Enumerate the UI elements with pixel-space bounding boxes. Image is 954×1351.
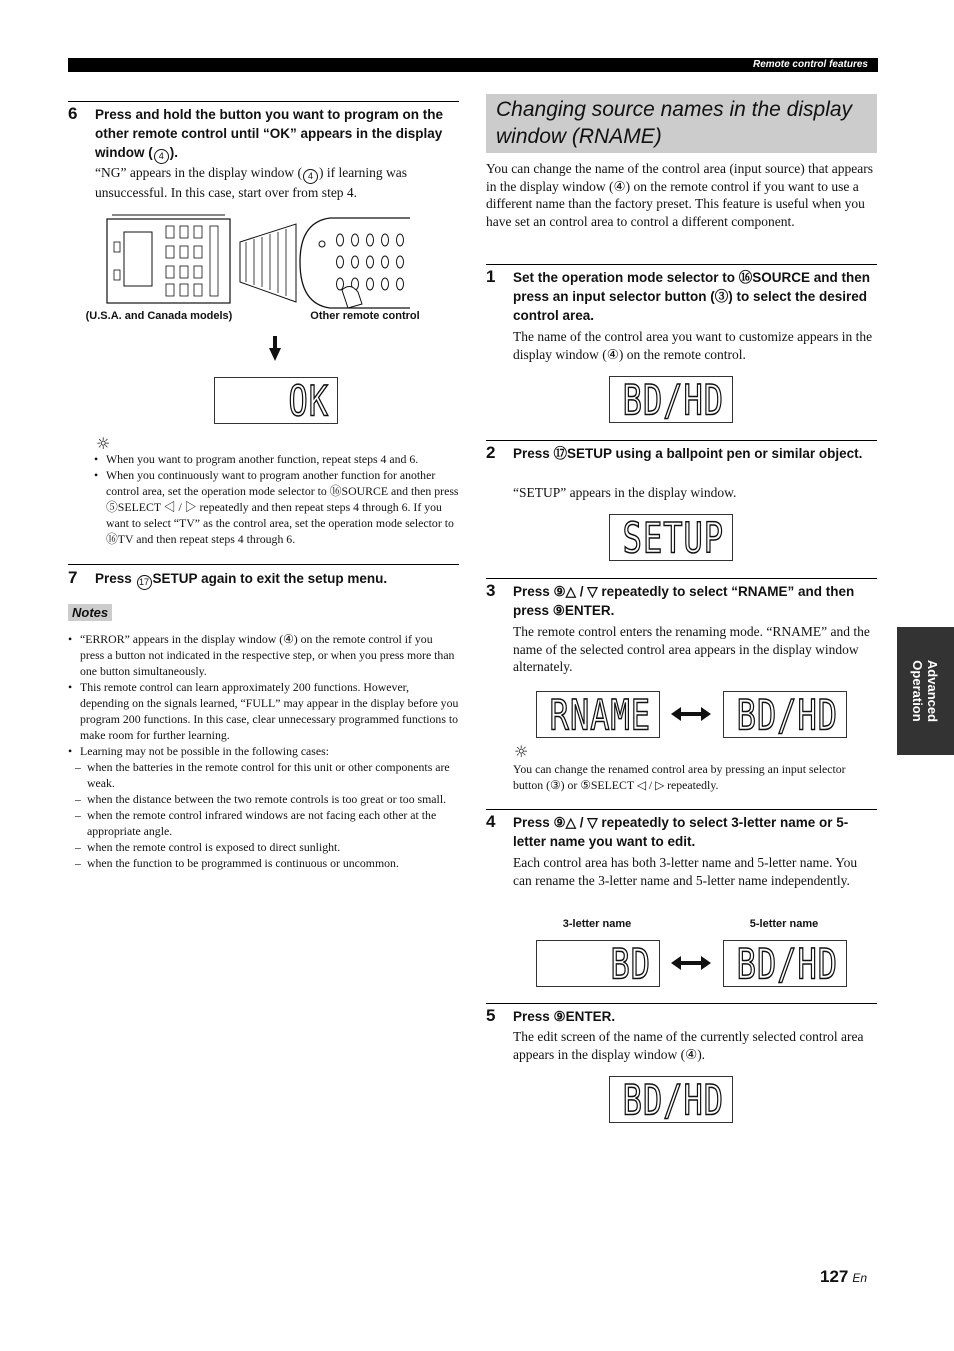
step-number: 6 bbox=[68, 104, 78, 123]
rule bbox=[486, 809, 877, 810]
step-body: The name of the control area you want to customize appears in the display window (④) on the remote control. bbox=[513, 329, 873, 362]
lcd-display: SETUP bbox=[609, 514, 733, 561]
step-body: “NG” appears in the display window ( 4 ) if learning was unsuccessful. In this case, start over from step 4. bbox=[95, 165, 408, 200]
page-number: 127 En bbox=[820, 1267, 868, 1286]
lcd-display: BD/HD bbox=[723, 940, 847, 987]
subnote-item: – when the batteries in the remote control for this unit or other components are weak. bbox=[75, 759, 459, 791]
step-number: 7 bbox=[68, 568, 78, 587]
caption-right: Other remote control bbox=[310, 310, 420, 322]
label-5-letter: 5-letter name bbox=[749, 918, 819, 930]
subnote-item: – when the distance between the two remote controls is too great or too small. bbox=[75, 791, 459, 807]
step-title: Set the operation mode selector to ⑯SOURCE and then press an input selector button (③) to select the desired control area. bbox=[513, 270, 871, 323]
step-title: Press ⑰SETUP using a ballpoint pen or similar object. bbox=[513, 446, 863, 461]
subnote-item: – when the function to be programmed is continuous or uncommon. bbox=[75, 855, 459, 871]
tip-item: • When you continuously want to program another function for another control area, set the operation mode selector to ⑯SOURCE and then press ⑤SELECT ◁ / ▷ repeatedly and then repeat steps 4 through 6. If you want to select “TV” as the control area, set the operation mode selector to ⑯TV and then repeat steps 4 through 6. bbox=[94, 467, 459, 547]
rule bbox=[486, 264, 877, 265]
step-number: 4 bbox=[486, 812, 496, 831]
step-number: 3 bbox=[486, 581, 496, 600]
tip-icon: ☼ bbox=[514, 742, 529, 761]
lcd-display: BD bbox=[536, 940, 660, 987]
double-arrow-icon bbox=[671, 955, 711, 971]
step-title: Press and hold the button you want to program on the other remote control until “OK” appears in the display window ( 4 ). bbox=[95, 105, 457, 164]
step-title: Press ⑨△ / ▽ repeatedly to select 3-letter name or 5-letter name you want to edit. bbox=[513, 815, 849, 849]
note-item: • Learning may not be possible in the following cases: bbox=[68, 743, 459, 759]
tips-list bbox=[94, 451, 459, 547]
rule bbox=[68, 101, 459, 102]
rule bbox=[486, 440, 877, 441]
down-arrow-icon bbox=[268, 336, 282, 362]
lcd-display: BD/HD bbox=[723, 691, 847, 738]
step-number: 5 bbox=[486, 1006, 496, 1025]
header-bar bbox=[68, 58, 878, 72]
section-title: Remote control features bbox=[752, 59, 868, 70]
intro-text: You can change the name of the control area (input source) that appears in the display window (④) on the remote control if you want to use a different name than the factory preset. This feature is useful when you have set an control area to control a different component. bbox=[486, 161, 873, 229]
label-3-letter: 3-letter name bbox=[562, 918, 632, 930]
step-body: The remote control enters the renaming mode. “RNAME” and the name of the selected control area appears in the display window alternately. bbox=[513, 624, 870, 674]
lcd-display: BD/HD bbox=[609, 1076, 733, 1123]
side-tab: Advanced Operation bbox=[897, 627, 954, 755]
section-heading: Changing source names in the display window (RNAME) bbox=[496, 98, 853, 148]
step-number: 2 bbox=[486, 443, 496, 462]
step-body: “SETUP” appears in the display window. bbox=[513, 485, 737, 500]
step-number: 1 bbox=[486, 267, 496, 286]
step-title: Press 17 SETUP again to exit the setup menu. bbox=[95, 569, 457, 590]
tip-text: You can change the renamed control area by pressing an input selector button (③) or ⑤SELECT ◁ / ▷ repeatedly. bbox=[513, 762, 846, 792]
section-heading-box bbox=[486, 94, 877, 153]
step-body: Each control area has both 3-letter name and 5-letter name. You can rename the 3-letter name and 5-letter name independently. bbox=[513, 855, 858, 888]
tip-item: • When you want to program another function, repeat steps 4 and 6. bbox=[94, 451, 459, 467]
rule bbox=[486, 1003, 877, 1004]
rule bbox=[486, 578, 877, 579]
remote-illustration bbox=[100, 212, 420, 312]
caption-left: (U.S.A. and Canada models) bbox=[85, 310, 233, 322]
note-item: • This remote control can learn approximately 200 functions. However, depending on the signals learned, “FULL” may appear in the display before you program 200 functions. In this case, clear unnecessary programmed functions to make room for further learning. bbox=[68, 679, 459, 743]
subnote-item: – when the remote control is exposed to direct sunlight. bbox=[75, 839, 459, 855]
double-arrow-icon bbox=[671, 706, 711, 722]
tip-icon: ☼ bbox=[96, 434, 111, 453]
notes-list bbox=[68, 631, 459, 759]
notes-title: Notes bbox=[68, 604, 112, 621]
subnotes-list bbox=[75, 759, 459, 871]
lcd-display: BD/HD bbox=[609, 376, 733, 423]
rule bbox=[68, 564, 459, 565]
lcd-display: RNAME bbox=[536, 691, 660, 738]
lcd-display-ok: OK bbox=[214, 377, 338, 424]
note-item: • “ERROR” appears in the display window (④) on the remote control if you press a button not indicated in the respective step, or when you press more than one button simultaneously. bbox=[68, 631, 459, 679]
step-title: Press ⑨ENTER. bbox=[513, 1009, 616, 1024]
subnote-item: – when the remote control infrared windows are not facing each other at the appropriate angle. bbox=[75, 807, 459, 839]
step-title: Press ⑨△ / ▽ repeatedly to select “RNAME” and then press ⑨ENTER. bbox=[513, 584, 855, 618]
step-body: The edit screen of the name of the currently selected control area appears in the display window (④). bbox=[513, 1029, 864, 1062]
